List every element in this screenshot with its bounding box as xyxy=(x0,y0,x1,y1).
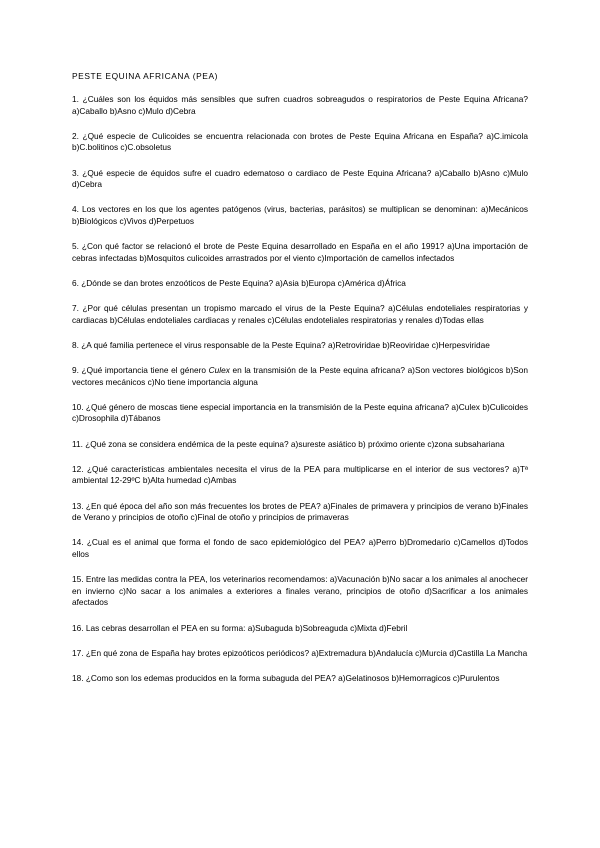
question-item xyxy=(72,537,528,560)
question-text-cont: en la transmisión de la Peste equina africana? a)Son vectores biológicos b)Son vectores mecánicos c)No tiene importancia alguna xyxy=(72,365,528,387)
question-list xyxy=(72,94,528,698)
question-text: 3. ¿Qué especie de équidos sufre el cuadro edematoso o cardiaco de Peste Equina Africana? a)Caballo b)Asno c)Mulo d)Cebra xyxy=(72,167,528,190)
question-text: 2. ¿Qué especie de Culicoides se encuentra relacionada con brotes de Peste Equina Africana en España? a)C.imicola b)C.bolitinos c)C.obsoletus xyxy=(72,130,528,153)
question-item xyxy=(72,204,528,227)
question-italic-term: Culex xyxy=(208,365,230,376)
question-text: 17. ¿En qué zona de España hay brotes epizoóticos periódicos? a)Extremadura b)Andalucía c)Murcia d)Castilla La Mancha xyxy=(72,647,528,658)
question-item xyxy=(72,278,528,290)
question-text: 18. ¿Como son los edemas producidos en la forma subaguda del PEA? a)Gelatinosos b)Hemorragicos c)Purulentos xyxy=(72,672,500,683)
question-text: 1. ¿Cuáles son los équidos más sensibles que sufren cuadros sobreagudos o respiratorios de Peste Equina Africana? a)Caballo b)Asno c)Mulo d)Cebra xyxy=(72,94,528,116)
question-text: 6. ¿Dónde se dan brotes enzoóticos de Peste Equina? a)Asia b)Europa c)América d)África xyxy=(72,277,406,288)
question-text: 8. ¿A qué familia pertenece el virus responsable de la Peste Equina? a)Retroviridae b)Reoviridae c)Herpesviridae xyxy=(72,339,490,350)
question-text: 5. ¿Con qué factor se relacionó el brote de Peste Equina desarrollado en España en el año 1991? a)Una importación de cebras infectadas b)Mosquitos culicoides arrastrados por el viento c)Importación de camellos infectados xyxy=(72,241,528,263)
question-text: 7. ¿Por qué células presentan un tropismo marcado el virus de la Peste Equina? a)Células endoteliales respiratorias y cardiacas b)Células endoteliales cardiacas y renales c)Células endoteliales respiratorias y renales d)Todas ellas xyxy=(72,303,528,325)
question-text: 14. ¿Cual es el animal que forma el fondo de saco epidemiológico del PEA? a)Perro b)Dromedario c)Camellos d)Todos ellos xyxy=(72,537,528,559)
question-item xyxy=(72,501,528,524)
question-item xyxy=(72,464,528,487)
question-item xyxy=(72,648,528,660)
question-item xyxy=(72,439,528,451)
question-text: 10. ¿Qué género de moscas tiene especial importancia en la transmisión de la Peste equina africana? a)Culex b)Culicoides c)Drosophila d)Tábanos xyxy=(72,401,528,424)
question-text: 16. Las cebras desarrollan el PEA en su forma: a)Subaguda b)Sobreaguda c)Mixta d)Febril xyxy=(72,622,408,633)
question-item xyxy=(72,94,528,117)
question-text: 9. ¿Qué importancia tiene el género xyxy=(72,365,209,376)
question-text: 12. ¿Qué características ambientales necesita el virus de la PEA para multiplicarse en el interior de sus vectores? a)Tª ambiental 12-29ºC b)Alta humedad c)Ambas xyxy=(72,463,528,486)
question-item xyxy=(72,131,528,154)
question-item xyxy=(72,402,528,425)
document-title: PESTE EQUINA AFRICANA (PEA) xyxy=(72,71,219,81)
question-text: 4. Los vectores en los que los agentes patógenos (virus, bacterias, parásitos) se multiplican se denominan: a)Mecánicos b)Biológicos c)Vivos d)Perpetuos xyxy=(72,204,528,226)
question-item xyxy=(72,168,528,191)
question-item xyxy=(72,623,528,635)
question-item xyxy=(72,303,528,326)
question-text: 11. ¿Qué zona se considera endémica de la peste equina? a)sureste asiático b) próximo oriente c)zona subsahariana xyxy=(72,438,505,449)
question-text: 15. Entre las medidas contra la PEA, los veterinarios recomendamos: a)Vacunación b)No sacar a los animales al anochecer en invierno c)No sacar a los animales a exteriores a finales verano, principios de otoño d)Sacrificar a los animales afectados xyxy=(72,574,528,608)
question-text: 13. ¿En qué época del año son más frecuentes los brotes de PEA? a)Finales de primavera y principios de verano b)Finales de Verano y principios de otoño c)Final de otoño y principios de primaveras xyxy=(72,500,528,523)
question-item xyxy=(72,340,528,352)
question-item xyxy=(72,574,528,609)
question-item xyxy=(72,241,528,264)
question-item xyxy=(72,673,528,685)
question-item xyxy=(72,365,528,388)
